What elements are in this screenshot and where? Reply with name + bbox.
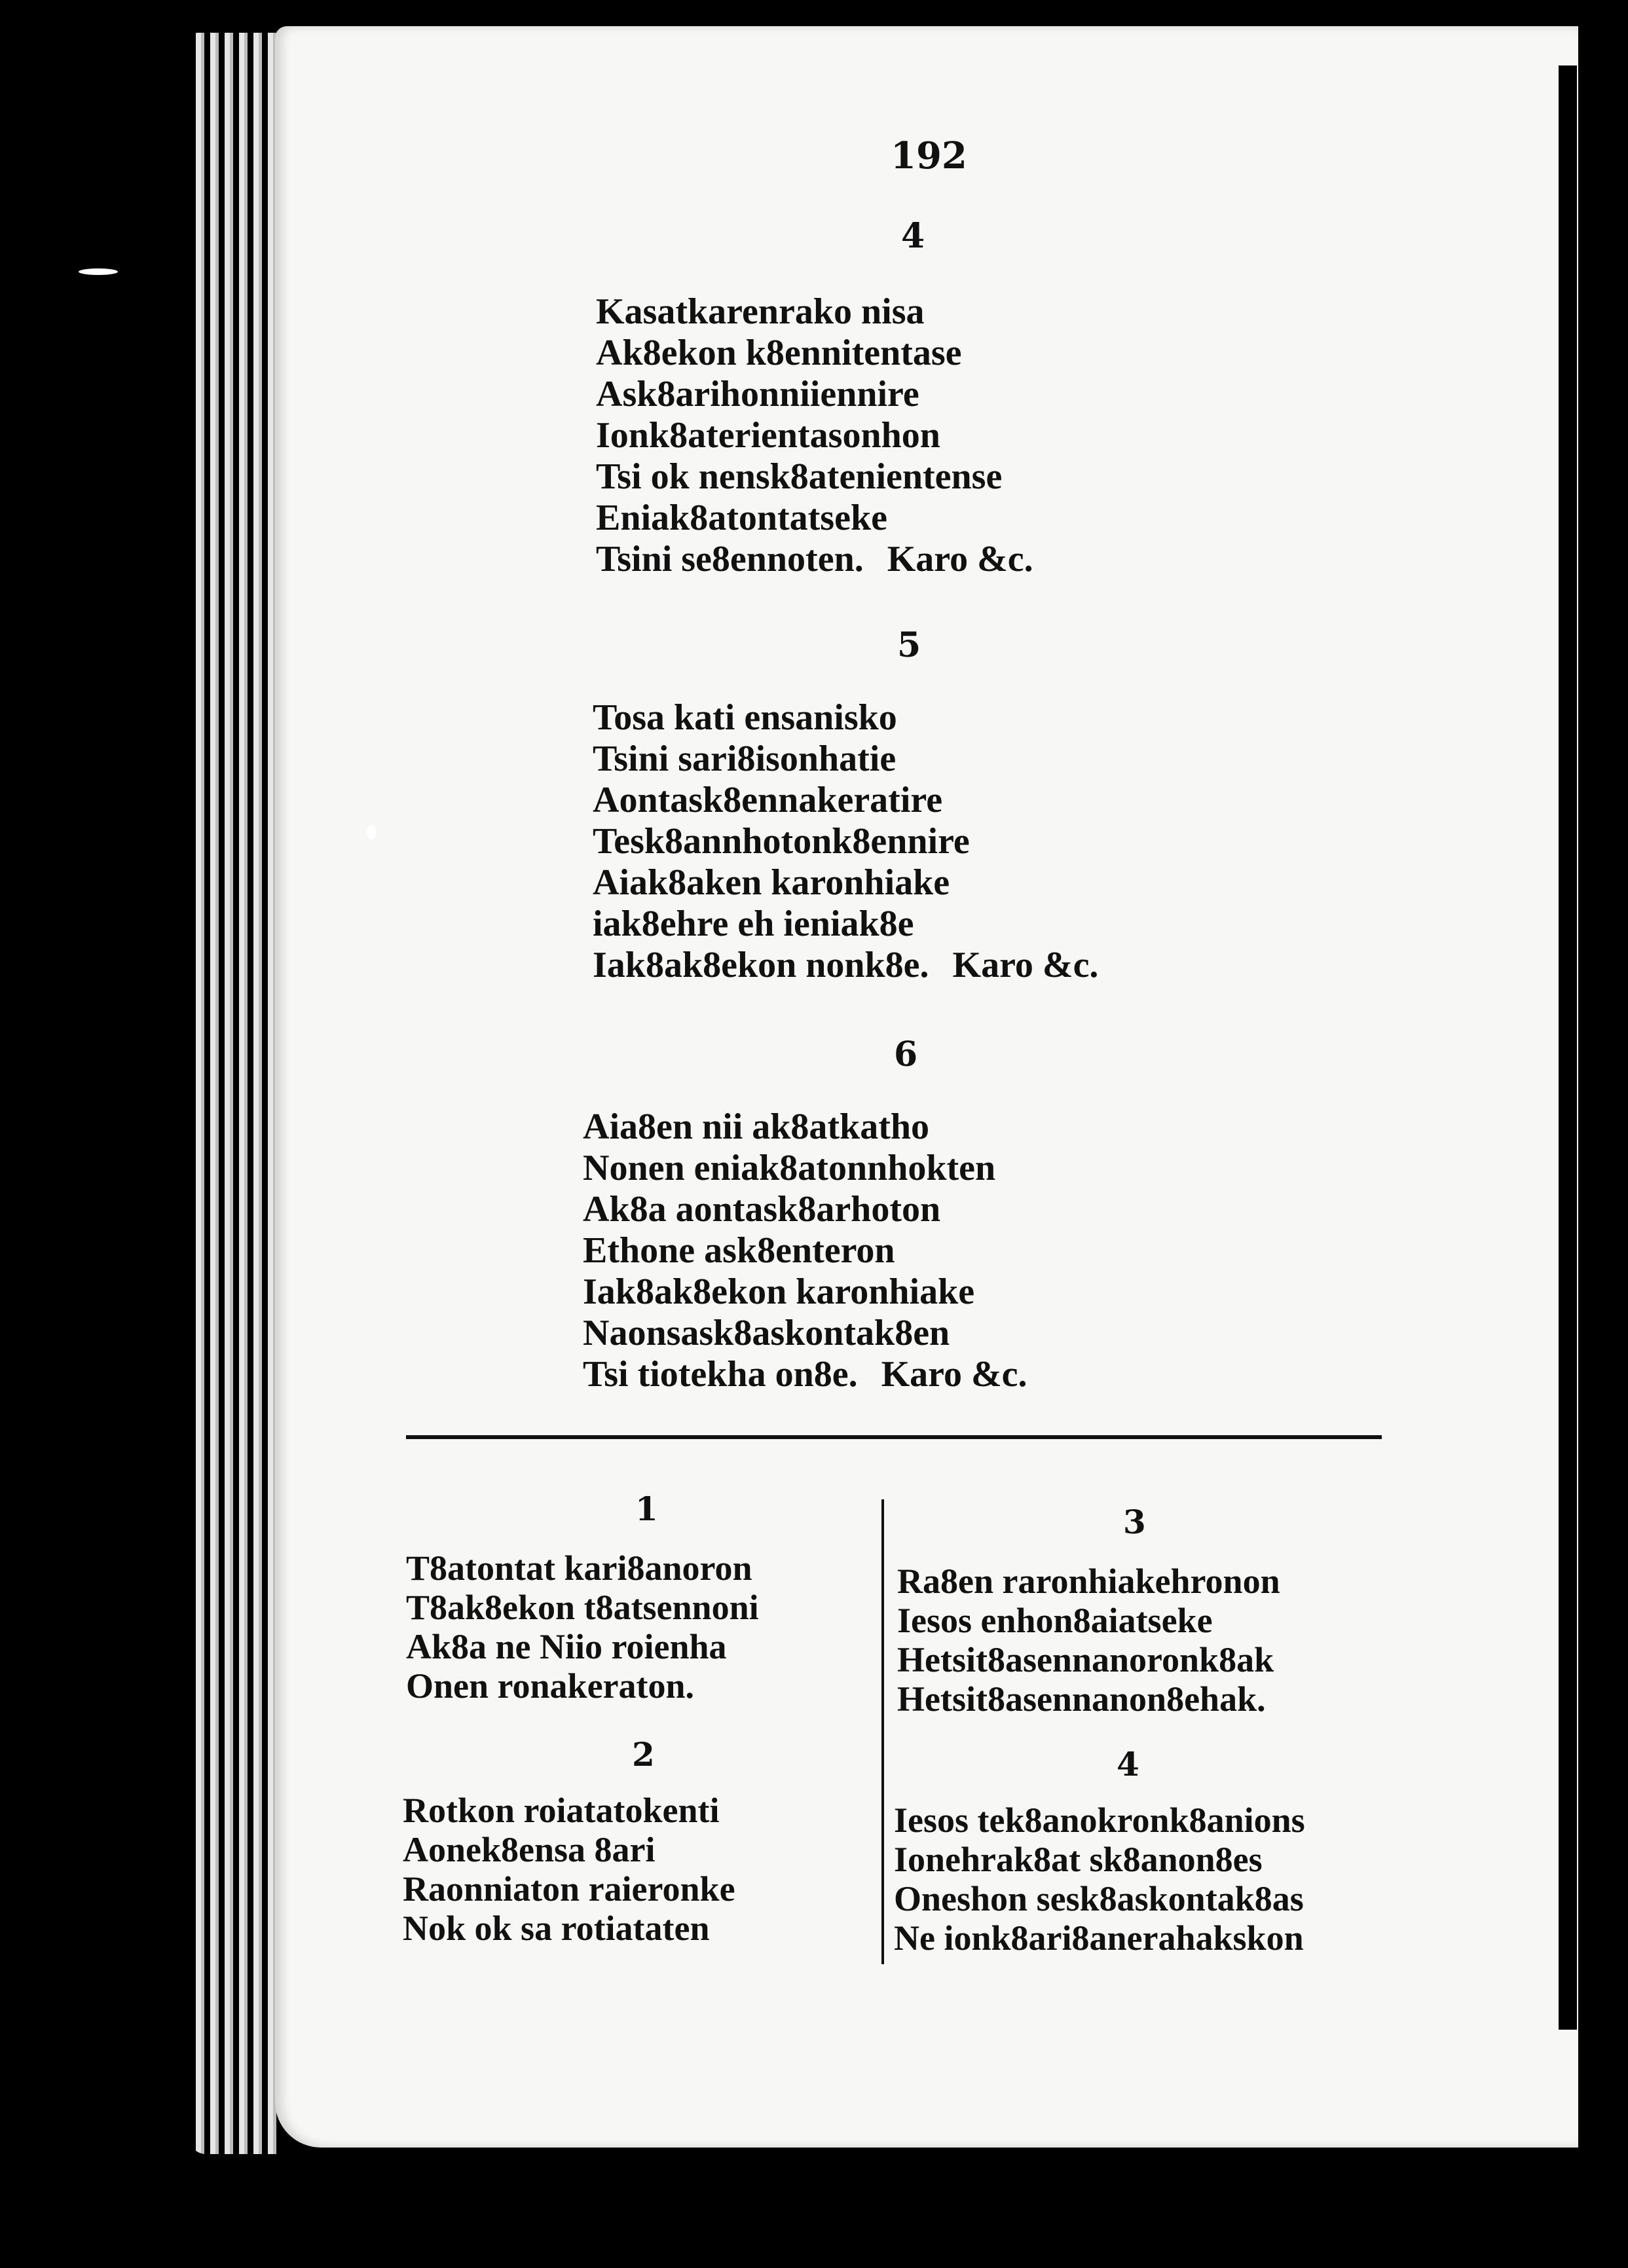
stanza-number: 2 xyxy=(632,1735,655,1774)
stanza-last-line xyxy=(596,539,1033,580)
stanza-line: Iesos tek8anokronk8anions xyxy=(894,1801,1305,1840)
stanza-line: Oneshon sesk8askontak8as xyxy=(894,1879,1304,1918)
stanza-line: Raonniaton raieronke xyxy=(403,1869,735,1909)
page-edges xyxy=(190,33,282,2154)
stanza-line: Tesk8annhotonk8ennire xyxy=(593,821,970,862)
stanza-line: Hetsit8asennanon8ehak. xyxy=(897,1679,1266,1719)
stanza xyxy=(593,697,1098,986)
horizontal-rule xyxy=(406,1435,1382,1439)
stanza-line: Ra8en raronhiakehronon xyxy=(897,1562,1280,1601)
stanza-line: Nok ok sa rotiataten xyxy=(403,1909,710,1948)
stanza-line: Tsini sari8isonhatie xyxy=(593,739,897,779)
chorus-mark: Karo &c. xyxy=(887,539,1033,579)
stanza-number: 6 xyxy=(894,1034,918,1074)
stanza-line: Ak8ekon k8ennitentase xyxy=(596,333,962,373)
stanza-line: Nonen eniak8atonnhokten xyxy=(583,1148,996,1188)
stanza-line: Aontask8ennakeratire xyxy=(593,780,943,820)
stanza-line: T8ak8ekon t8atsennoni xyxy=(406,1588,759,1627)
stanza-line: Aonek8ensa 8ari xyxy=(403,1830,656,1869)
stanza-last-line xyxy=(593,945,1098,986)
stanza-line: Ask8arihonniiennire xyxy=(596,374,919,414)
column-divider xyxy=(881,1499,884,1964)
stanza-line: Tsini se8ennoten. xyxy=(596,539,864,579)
chorus-mark: Karo &c. xyxy=(881,1354,1027,1395)
stanza-line: Tsi tiotekha on8e. xyxy=(583,1354,858,1395)
stanza-line: Aia8en nii ak8atkatho xyxy=(583,1107,929,1147)
stanza xyxy=(403,1791,735,1948)
stanza-number: 3 xyxy=(1123,1503,1146,1541)
stanza-number: 1 xyxy=(635,1490,658,1528)
stanza-line: Ionehrak8at sk8anon8es xyxy=(894,1840,1263,1879)
stanza-line: Ak8a ne Niio roienha xyxy=(406,1627,727,1666)
page-number: 192 xyxy=(891,134,967,177)
stanza-line: Ne ionk8ari8anerahakskon xyxy=(894,1918,1304,1958)
stanza-line: Tsi ok nensk8atenientense xyxy=(596,456,1003,497)
page-right-edge xyxy=(1559,65,1577,2030)
stanza-line: Iak8ak8ekon karonhiake xyxy=(583,1271,975,1312)
stanza-line: Ionk8aterientasonhon xyxy=(596,415,940,456)
stanza-number: 5 xyxy=(897,625,921,665)
stanza-line: Naonsask8askontak8en xyxy=(583,1313,950,1353)
stanza-last-line xyxy=(583,1354,1027,1395)
stanza-line: iak8ehre eh ieniak8e xyxy=(593,904,914,944)
stanza-line: Onen ronakeraton. xyxy=(406,1666,695,1706)
stanza-line: Ak8a aontask8arhoton xyxy=(583,1189,941,1230)
stanza-line: Kasatkarenrako nisa xyxy=(596,291,925,332)
stanza-line: Iak8ak8ekon nonk8e. xyxy=(593,945,929,985)
stanza-line: Hetsit8asennanoronk8ak xyxy=(897,1640,1274,1679)
stanza xyxy=(596,291,1033,580)
stanza-line: Aiak8aken karonhiake xyxy=(593,862,950,903)
stanza xyxy=(897,1562,1280,1719)
chorus-mark: Karo &c. xyxy=(952,945,1099,985)
stanza-line: T8atontat kari8anoron xyxy=(406,1548,752,1588)
stanza xyxy=(583,1107,1027,1395)
speck xyxy=(79,268,118,275)
stanza xyxy=(894,1801,1305,1958)
stanza-line: Rotkon roiatatokenti xyxy=(403,1791,720,1830)
stanza-line: Ethone ask8enteron xyxy=(583,1230,895,1271)
stanza xyxy=(406,1548,759,1706)
stanza-line: Tosa kati ensanisko xyxy=(593,697,897,738)
stanza-number: 4 xyxy=(901,216,925,256)
stanza-line: Iesos enhon8aiatseke xyxy=(897,1601,1213,1640)
speck xyxy=(367,825,376,839)
stanza-line: Eniak8atontatseke xyxy=(596,498,887,538)
stanza-number: 4 xyxy=(1117,1745,1139,1783)
